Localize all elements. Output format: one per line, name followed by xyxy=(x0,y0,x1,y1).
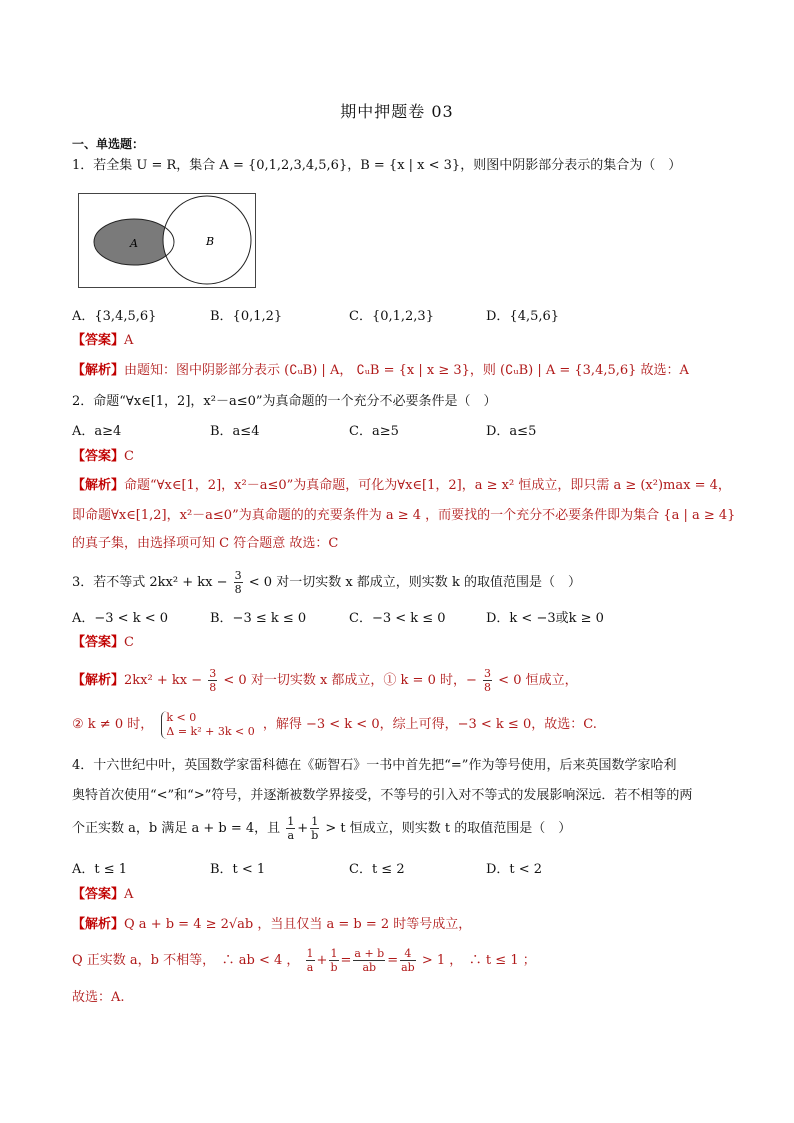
q4-option-c: C．t ≤ 2 xyxy=(349,862,405,877)
answer-label: 【答案】 xyxy=(72,635,125,650)
venn-diagram xyxy=(78,193,256,288)
q4-analysis-fraction-sum: $\frac{a + b}{ab}$ xyxy=(354,947,385,974)
q4-analysis-fraction-1b: $\frac{1}{b}$ xyxy=(330,947,338,974)
q4-option-b: B．t < 1 xyxy=(210,862,266,877)
fraction-numerator: 3 xyxy=(209,667,217,680)
q1-stem: 1．若全集 U = R，集合 A = {0,1,2,3,4,5,6}，B = {x | x < 3}，则图中阴影部分表示的集合为（ ） xyxy=(72,158,682,173)
q3-analysis-fraction-2 xyxy=(483,667,492,694)
answer-value: C xyxy=(124,449,134,464)
analysis-text-middle: < 0 对一切实数 x 都成立，① k = 0 时，− xyxy=(223,673,477,688)
analysis-case-two: ② k ≠ 0 时， xyxy=(72,717,154,732)
fraction-denominator: 8 xyxy=(209,681,217,694)
q4-answer xyxy=(72,886,133,904)
q2-option-a: A．a≥4 xyxy=(72,424,122,439)
system-line-2: Δ = k² + 3k < 0 xyxy=(166,724,255,738)
analysis-label: 【解析】 xyxy=(72,478,125,493)
answer-value: A xyxy=(124,333,134,348)
q4-analysis-fraction-4ab: $\frac{4}{ab}$ xyxy=(401,947,415,974)
q3-stem xyxy=(72,569,581,596)
q3-option-d: D．k < −3或k ≥ 0 xyxy=(486,611,604,626)
q4-stem-line-1: 4．十六世纪中叶，英国数学家雷科德在《砺智石》一书中首先把“=”作为等号使用，后来英国数学家哈利 xyxy=(72,758,677,773)
q3-analysis-line-1 xyxy=(72,667,578,694)
q2-option-b: B．a≤4 xyxy=(210,424,260,439)
q3-analysis-line-2 xyxy=(72,708,597,742)
inequality-system xyxy=(161,711,254,739)
q4-option-a: A．t ≤ 1 xyxy=(72,862,128,877)
q4-analysis-fraction-1a: $\frac{1}{a}$ xyxy=(306,947,314,974)
answer-value: A xyxy=(124,887,134,902)
q4-fraction-1-over-b: $\frac{1}{b}$ xyxy=(311,815,319,842)
q4-stem-start: 个正实数 a，b 满足 a + b = 4，且 xyxy=(72,821,281,836)
q1-option-c: C．{0,1,2,3} xyxy=(349,309,434,324)
analysis-label: 【解析】 xyxy=(72,363,125,378)
section-heading: 一、单选题： xyxy=(72,137,145,151)
answer-label: 【答案】 xyxy=(72,333,125,348)
analysis-text: 由题知：图中阴影部分表示 (∁ᵤB) | A， ∁ᵤB = {x | x ≥ 3}，则 (∁ᵤB) | A = {3,4,5,6} 故选：A xyxy=(124,363,689,378)
analysis-conclusion: ，解得 −3 < k < 0，综上可得，−3 < k ≤ 0，故选：C. xyxy=(262,717,597,732)
q1-answer xyxy=(72,332,133,350)
answer-value: C xyxy=(124,635,134,650)
venn-label-b: B xyxy=(205,235,215,248)
q2-stem: 2．命题“∀x∈[1，2]，x²－a≤0”为真命题的一个充分不必要条件是（ ） xyxy=(72,394,497,409)
analysis-text-start: 2kx² + kx − xyxy=(124,673,203,688)
q1-option-a: A．{3,4,5,6} xyxy=(72,309,157,324)
q4-analysis-line-1 xyxy=(72,916,471,934)
q1-analysis xyxy=(72,362,689,380)
q4-stem-line-3: 个正实数 a，b 满足 a + b = 4，且 $\frac{1}{a}$ + $\frac{1}{b}$ > t 恒成立，则实数 t 的取值范围是（ ） xyxy=(72,815,572,842)
analysis-text-start: Q 正实数 a，b 不相等， ∴ ab < 4 ， xyxy=(72,953,300,968)
answer-label: 【答案】 xyxy=(72,449,125,464)
venn-label-a: A xyxy=(130,237,138,250)
q2-analysis-line-2: 即命题∀x∈[1,2]，x²－a≤0”为真命题的的充要条件为 a ≥ 4 ，而要找的一个充分不必要条件即为集合 {a | a ≥ 4} xyxy=(72,508,736,523)
q3-stem-start: 3．若不等式 2kx² + kx − xyxy=(72,575,228,590)
q2-answer xyxy=(72,448,134,466)
q4-stem-line-2: 奥特首次使用“<”和“>”符号，并逐渐被数学界接受，不等号的引入对不等式的发展影响深远．若不相等的两 xyxy=(72,788,693,803)
analysis-text-end: > 1 ， ∴ t ≤ 1 ； xyxy=(421,953,536,968)
analysis-text-end: < 0 恒成立， xyxy=(498,673,578,688)
q3-stem-end: < 0 对一切实数 x 都成立，则实数 k 的取值范围是（ ） xyxy=(248,575,581,590)
system-line-1: k < 0 xyxy=(166,710,197,724)
q4-analysis-line-3: 故选：A. xyxy=(72,990,125,1005)
q1-option-d: D．{4,5,6} xyxy=(486,309,560,324)
q3-option-b: B．−3 ≤ k ≤ 0 xyxy=(210,611,307,626)
analysis-label: 【解析】 xyxy=(72,673,125,688)
q4-analysis-line-2: Q 正实数 a，b 不相等， ∴ ab < 4 ， $\frac{1}{a}$ + $\frac{1}{b}$ = $\frac{a + b}{ab}$ = $\frac{4}{ab}$ > 1 ， ∴ t ≤ 1 ； xyxy=(72,947,536,974)
q3-option-c: C．−3 < k ≤ 0 xyxy=(349,611,446,626)
q3-analysis-fraction xyxy=(208,667,217,694)
q2-option-c: C．a≥5 xyxy=(349,424,399,439)
q4-option-d: D．t < 2 xyxy=(486,862,543,877)
q2-analysis-line-1 xyxy=(72,477,731,495)
q3-answer xyxy=(72,634,134,652)
fraction-denominator: 8 xyxy=(234,583,242,596)
analysis-text: 命题“∀x∈[1，2]，x²－a≤0”为真命题，可化为∀x∈[1，2]，a ≥ x² 恒成立，即只需 a ≥ (x²)max = 4， xyxy=(124,478,731,493)
q4-fraction-1-over-a: $\frac{1}{a}$ xyxy=(287,815,295,842)
answer-label: 【答案】 xyxy=(72,887,125,902)
fraction-numerator: 3 xyxy=(484,667,492,680)
q1-option-b: B．{0,1,2} xyxy=(210,309,283,324)
page-title: 期中押题卷 03 xyxy=(340,102,454,121)
analysis-text: Q a + b = 4 ≥ 2√ab ，当且仅当 a = b = 2 时等号成立， xyxy=(124,917,472,932)
q3-option-a: A．−3 < k < 0 xyxy=(72,611,169,626)
q4-stem-end: > t 恒成立，则实数 t 的取值范围是（ ） xyxy=(325,821,572,836)
fraction-denominator: 8 xyxy=(484,681,492,694)
analysis-label: 【解析】 xyxy=(72,917,125,932)
q2-option-d: D．a≤5 xyxy=(486,424,537,439)
q2-analysis-line-3: 的真子集，由选择项可知 C 符合题意 故选：C xyxy=(72,536,339,551)
q3-fraction xyxy=(234,569,243,596)
fraction-numerator: 3 xyxy=(234,569,242,582)
